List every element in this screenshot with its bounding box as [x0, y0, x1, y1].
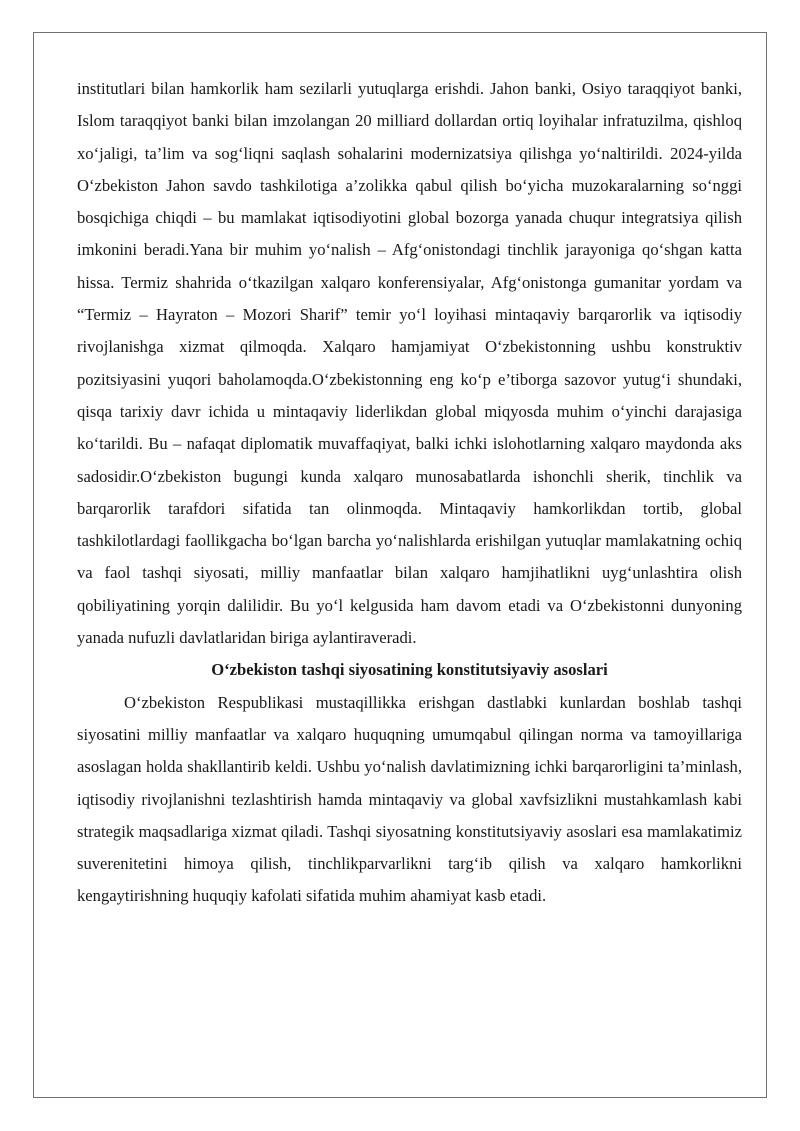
body-paragraph: institutlari bilan hamkorlik ham sezilarli yutuqlarga erishdi. Jahon banki, Osiyo taraqqiyot banki, Islom taraqqiyot banki bilan imzolangan 20 milliard dollardan ortiq loyihalar infratuzilma, qishloq xo‘jaligi, ta’lim va sog‘liqni saqlash sohalarini modernizatsiya qilishga yo‘naltirildi. 2024-yilda O‘zbekiston Jahon savdo tashkilotiga a’zolikka qabul qilish bo‘yicha muzokaralarning so‘nggi bosqichiga chiqdi – bu mamlakat iqtisodiyotini global bozorga yanada chuqur integratsiya qilish imkonini beradi.Yana bir muhim yo‘nalish – Afg‘onistondagi tinchlik jarayoniga qo‘shgan katta hissa. Termiz shahrida o‘tkazilgan xalqaro konferensiyalar, Afg‘onistonga gumanitar yordam va “Termiz – Hayraton – Mozori Sharif” temir yo‘l loyihasi mintaqaviy barqarorlik va iqtisodiy rivojlanishga xizmat qilmoqda. Xalqaro hamjamiyat O‘zbekistonning ushbu konstruktiv pozitsiyasini yuqori baholamoqda.O‘zbekistonning eng ko‘p e’tiborga sazovor yutug‘i shundaki, qisqa tarixiy davr ichida u mintaqaviy liderlikdan global miqyosda muhim o‘yinchi darajasiga ko‘tarildi. Bu – nafaqat diplomatik muvaffaqiyat, balki ichki islohotlarning xalqaro maydonda aks sadosidir.O‘zbekiston bugungi kunda xalqaro munosabatlarda ishonchli sherik, tinchlik va barqarorlik tarafdori sifatida tan olinmoqda. Mintaqaviy hamkorlikdan tortib, global tashkilotlardagi faollikgacha bo‘lgan barcha yo‘nalishlarda erishilgan yutuqlar mamlakatning ochiq va faol tashqi siyosati, milliy manfaatlar bilan xalqaro hamjihatlikni uyg‘unlashtira olish qobiliyatining yorqin dalilidir. Bu yo‘l kelgusida ham davom etadi va O‘zbekistonni dunyoning yanada nufuzli davlatlaridan biriga aylantiraveradi. [77, 79, 742, 648]
body-paragraph: O‘zbekiston Respublikasi mustaqillikka erishgan dastlabki kunlardan boshlab tashqi siyosatini milliy manfaatlar va xalqaro huquqning umumqabul qilingan norma va tamoyillariga asoslagan holda shakllantirib keldi. Ushbu yo‘nalish davlatimizning ichki barqarorligini ta’minlash, iqtisodiy rivojlanishni tezlashtirish hamda mintaqaviy va global xavfsizlikni mustahkamlash kabi strategik maqsadlariga xizmat qiladi. Tashqi siyosatning konstitutsiyaviy asoslari esa mamlakatimiz suverenitetini himoya qilish, tinchlikparvarlikni targ‘ib qilish va xalqaro hamkorlikni kengaytirishning huquqiy kafolati sifatida muhim ahamiyat kasb etadi. [77, 692, 742, 906]
section-heading: O‘zbekiston tashqi siyosatining konstitutsiyaviy asoslari [211, 660, 608, 680]
document-body [77, 73, 742, 913]
